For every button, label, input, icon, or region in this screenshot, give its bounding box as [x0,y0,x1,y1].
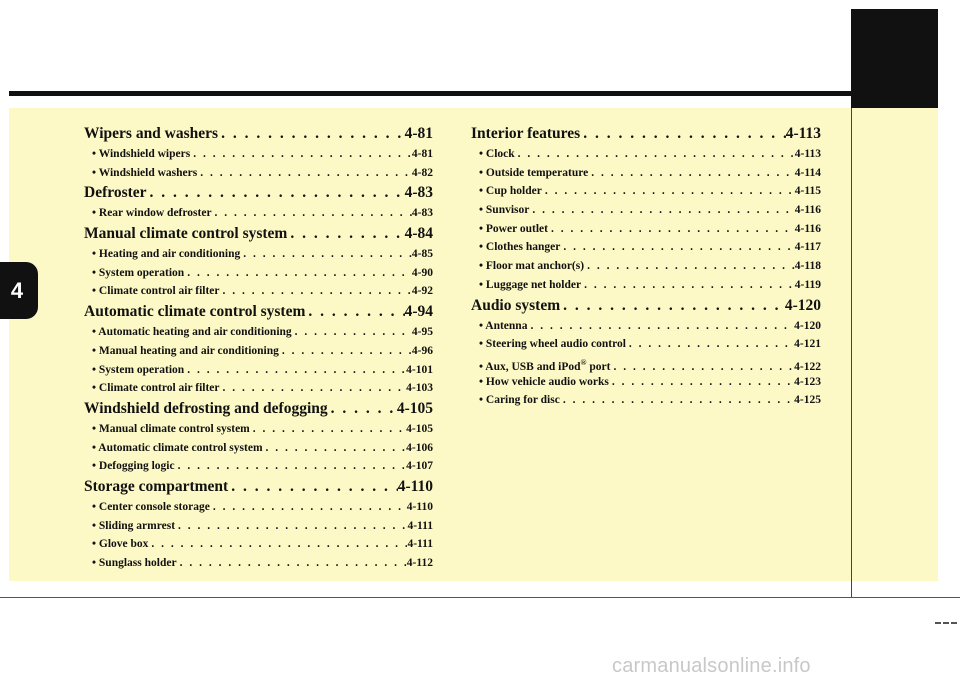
toc-section-page: 4-83 [404,184,433,202]
leader-dots [609,373,794,392]
toc-subentry-text: • Center console storage [92,500,210,513]
leader-dots [581,276,795,295]
toc-subentry-text: • Rear window defroster [92,207,212,220]
leader-dots [560,238,794,257]
toc-section-page: 4-94 [404,303,433,321]
toc-subentry-page: 4-116 [794,222,821,235]
toc-subentry-page: 4-103 [406,382,433,395]
toc-section-entry[interactable] [471,295,821,317]
toc-subentry-page: 4-90 [411,266,433,279]
toc-subentry[interactable] [471,220,821,239]
watermark: carmanualsonline.info [612,655,811,677]
toc-subentry[interactable] [84,264,433,283]
toc-subentry-text: • Clock [479,148,515,160]
toc-subentry[interactable] [471,354,821,373]
toc-subentry[interactable] [471,276,821,295]
toc-subentry[interactable] [84,342,433,361]
toc-subentry[interactable] [84,145,433,164]
toc-subentry-text: • Sliding armrest [92,519,176,532]
leader-dots [610,358,794,373]
leader-dots [212,204,412,223]
toc-subentry-label [92,420,250,439]
toc-subentry-text: • Heating and air conditioning [92,248,241,261]
leader-dots [328,398,397,420]
toc-subentry[interactable] [84,164,433,183]
leader-dots [147,182,405,204]
toc-section-entry[interactable] [84,301,433,323]
leader-dots [527,317,794,336]
toc-section-title: Windshield defrosting and defogging [84,399,328,417]
leader-dots [584,257,795,276]
toc-section-entry[interactable] [84,476,433,498]
toc-section-title: Manual climate control system [84,225,288,243]
toc-subentry-text: • Glove box [92,538,149,551]
leader-dots [148,535,407,554]
toc-subentry[interactable] [84,204,433,223]
toc-subentry-label [92,264,184,283]
header-rule [9,91,851,96]
footer-rule [0,597,960,598]
toc-section-page: 4-84 [404,225,433,243]
toc-subentry-page: 4-119 [794,278,821,291]
toc-subentry-label [479,164,588,183]
toc-subentry-page: 4-101 [406,363,433,376]
toc-subentry-text: • Manual heating and air conditioning [92,344,279,357]
toc-subentry-page: 4-114 [794,166,821,179]
toc-subentry-label [92,439,263,458]
toc-section-entry[interactable] [84,182,433,204]
toc-subentry-text: • Automatic climate control system [92,441,263,454]
toc-subentry-label [479,373,609,392]
toc-subentry[interactable] [471,238,821,257]
toc-section-entry[interactable] [471,123,821,145]
toc-subentry-label [479,257,584,276]
toc-subentry-label [479,391,560,410]
toc-subentry-text: • Windshield washers [92,166,198,179]
toc-subentry-text: • Aux, USB and iPod [479,360,581,373]
toc-subentry-label [92,323,292,342]
toc-section-entry[interactable] [84,123,433,145]
toc-subentry-text: • Manual climate control system [92,422,250,435]
toc-subentry-text: • Luggage net holder [479,278,582,291]
toc-subentry-page: 4-125 [794,394,821,407]
registered-mark: ® [580,357,587,367]
toc-subentry-text: • Climate control air filter [92,382,220,395]
leader-dots [184,361,406,380]
toc-subentry-label [92,379,220,398]
toc-subentry-text: • Defogging logic [92,460,175,473]
leader-dots [588,164,795,183]
leader-dots [240,245,412,264]
toc-subentry-page: 4-85 [411,248,433,261]
leader-dots [560,295,785,317]
leader-dots [542,182,795,201]
leader-dots [263,439,407,458]
chapter-tab[interactable]: 4 [0,262,38,319]
leader-dots [228,476,397,498]
toc-subentry-page: 4-110 [406,500,433,513]
toc-subentry-text: • How vehicle audio works [479,375,609,388]
toc-subentry-label [479,182,542,201]
toc-section-entry[interactable] [84,223,433,245]
panel-divider [851,108,852,598]
toc-subentry-text: • System operation [92,363,185,376]
toc-subentry[interactable] [84,517,433,536]
toc-section-title: Audio system [471,296,561,314]
toc-subentry-label [479,335,626,354]
toc-subentry-label [92,204,212,223]
toc-section-entry[interactable] [84,398,433,420]
toc-subentry-label [479,276,581,295]
leader-dots [190,145,412,164]
toc-subentry-page: 4-121 [794,338,821,351]
toc-subentry-page: 4-118 [794,260,821,273]
toc-section-title: Wipers and washers [84,125,219,142]
toc-subentry-label [92,498,210,517]
leader-dots [529,201,794,220]
toc-subentry-text: • Caring for disc [479,394,560,407]
toc-subentry-label [92,517,175,536]
leader-dots [305,301,404,323]
toc-section-page: 4-110 [397,477,433,495]
toc-section-title: Interior features [471,125,581,142]
toc-subentry-page: 4-111 [407,538,433,551]
toc-subentry-page: 4-107 [406,460,433,473]
leader-dots [560,391,794,410]
toc-subentry[interactable] [84,535,433,554]
toc-subentry-label [92,535,148,554]
toc-section-title: Defroster [84,184,147,202]
toc-right-column [471,123,821,410]
toc-subentry-label [479,354,610,373]
toc-section-page: 4-113 [785,125,821,142]
leader-dots [218,123,405,145]
toc-subentry[interactable] [471,257,821,276]
toc-subentry[interactable] [471,182,821,201]
toc-section-page: 4-81 [404,125,433,142]
leader-dots [292,323,412,342]
toc-subentry-label [479,317,527,336]
toc-subentry[interactable] [84,361,433,380]
toc-subentry[interactable] [84,282,433,301]
toc-subentry-label [92,361,184,380]
toc-subentry-text: • Climate control air filter [92,285,220,298]
toc-subentry-page: 4-92 [411,285,433,298]
toc-subentry-label [479,220,548,239]
toc-subentry-page: 4-83 [411,207,433,220]
toc-subentry-label [479,201,529,220]
toc-subentry-text: • Cup holder [479,185,542,198]
toc-subentry-page: 4-95 [411,326,433,339]
leader-dots [580,123,785,145]
leader-dots [548,220,795,239]
toc-subentry-page: 4-120 [794,319,821,332]
toc-left-column [84,123,433,573]
leader-dots [175,457,407,476]
toc-subentry-label [479,238,560,257]
toc-subentry[interactable] [84,554,433,573]
toc-subentry-page: 4-96 [411,344,433,357]
toc-subentry-text: • Clothes hanger [479,241,561,254]
toc-subentry-page: 4-115 [794,185,821,198]
toc-subentry-label [92,164,197,183]
toc-subentry-text: • Automatic heating and air conditioning [92,326,292,339]
toc-subentry-page: 4-112 [406,557,433,569]
leader-dots [626,335,794,354]
toc-subentry-page: 4-117 [794,241,821,254]
toc-section-page: 4-120 [784,296,821,314]
toc-subentry[interactable] [471,335,821,354]
toc-section-title: Storage compartment [84,477,229,495]
toc-subentry[interactable] [84,439,433,458]
toc-subentry[interactable] [471,317,821,336]
leader-dots [287,223,404,245]
leader-dots [197,164,412,183]
leader-dots [220,282,412,301]
toc-subentry[interactable] [84,457,433,476]
toc-subentry-label [479,145,515,164]
leader-dots [250,420,406,439]
toc-subentry-text: • Steering wheel audio control [479,338,626,351]
toc-subentry-page: 4-82 [411,166,433,179]
toc-subentry-text: • Sunglass holder [92,557,177,569]
toc-subentry-label [92,457,175,476]
toc-subentry[interactable] [84,498,433,517]
toc-subentry[interactable] [471,373,821,392]
header-black-block [851,9,938,108]
toc-subentry[interactable] [84,245,433,264]
leader-dots [177,554,407,573]
toc-subentry-label [92,342,279,361]
toc-subentry-text: • Power outlet [479,222,548,235]
page-dash-mark [935,622,957,626]
toc-subentry-text: • Outside temperature [479,166,589,179]
toc-subentry-text: • Windshield wipers [92,148,191,160]
toc-section-page: 4-105 [396,399,433,417]
toc-subentry-label [92,282,220,301]
toc-subentry-text: • Antenna [479,319,528,332]
leader-dots [515,145,795,164]
toc-subentry[interactable] [471,164,821,183]
toc-subentry[interactable] [471,201,821,220]
toc-subentry[interactable] [471,391,821,410]
toc-subentry[interactable] [84,379,433,398]
toc-subentry-page: 4-116 [794,204,821,217]
toc-subentry-label [92,245,240,264]
toc-subentry-page: 4-106 [406,441,433,454]
toc-subentry-text: • Floor mat anchor(s) [479,260,585,273]
toc-subentry[interactable] [84,323,433,342]
toc-subentry-text: • System operation [92,266,185,279]
leader-dots [220,379,407,398]
leader-dots [175,517,407,536]
toc-subentry-page: 4-113 [794,148,821,160]
leader-dots [184,264,412,283]
toc-subentry-suffix: port [586,360,611,373]
toc-subentry[interactable] [471,145,821,164]
toc-subentry-label [92,554,177,573]
toc-subentry[interactable] [84,420,433,439]
toc-subentry-page: 4-81 [411,148,433,160]
leader-dots [279,342,412,361]
leader-dots [210,498,407,517]
toc-subentry-page: 4-111 [407,519,433,532]
toc-subentry-page: 4-105 [406,422,433,435]
toc-subentry-page: 4-123 [794,375,821,388]
toc-section-title: Automatic climate control system [84,303,306,321]
toc-subentry-label [92,145,190,164]
toc-subentry-page: 4-122 [794,360,821,373]
toc-subentry-text: • Sunvisor [479,204,530,217]
